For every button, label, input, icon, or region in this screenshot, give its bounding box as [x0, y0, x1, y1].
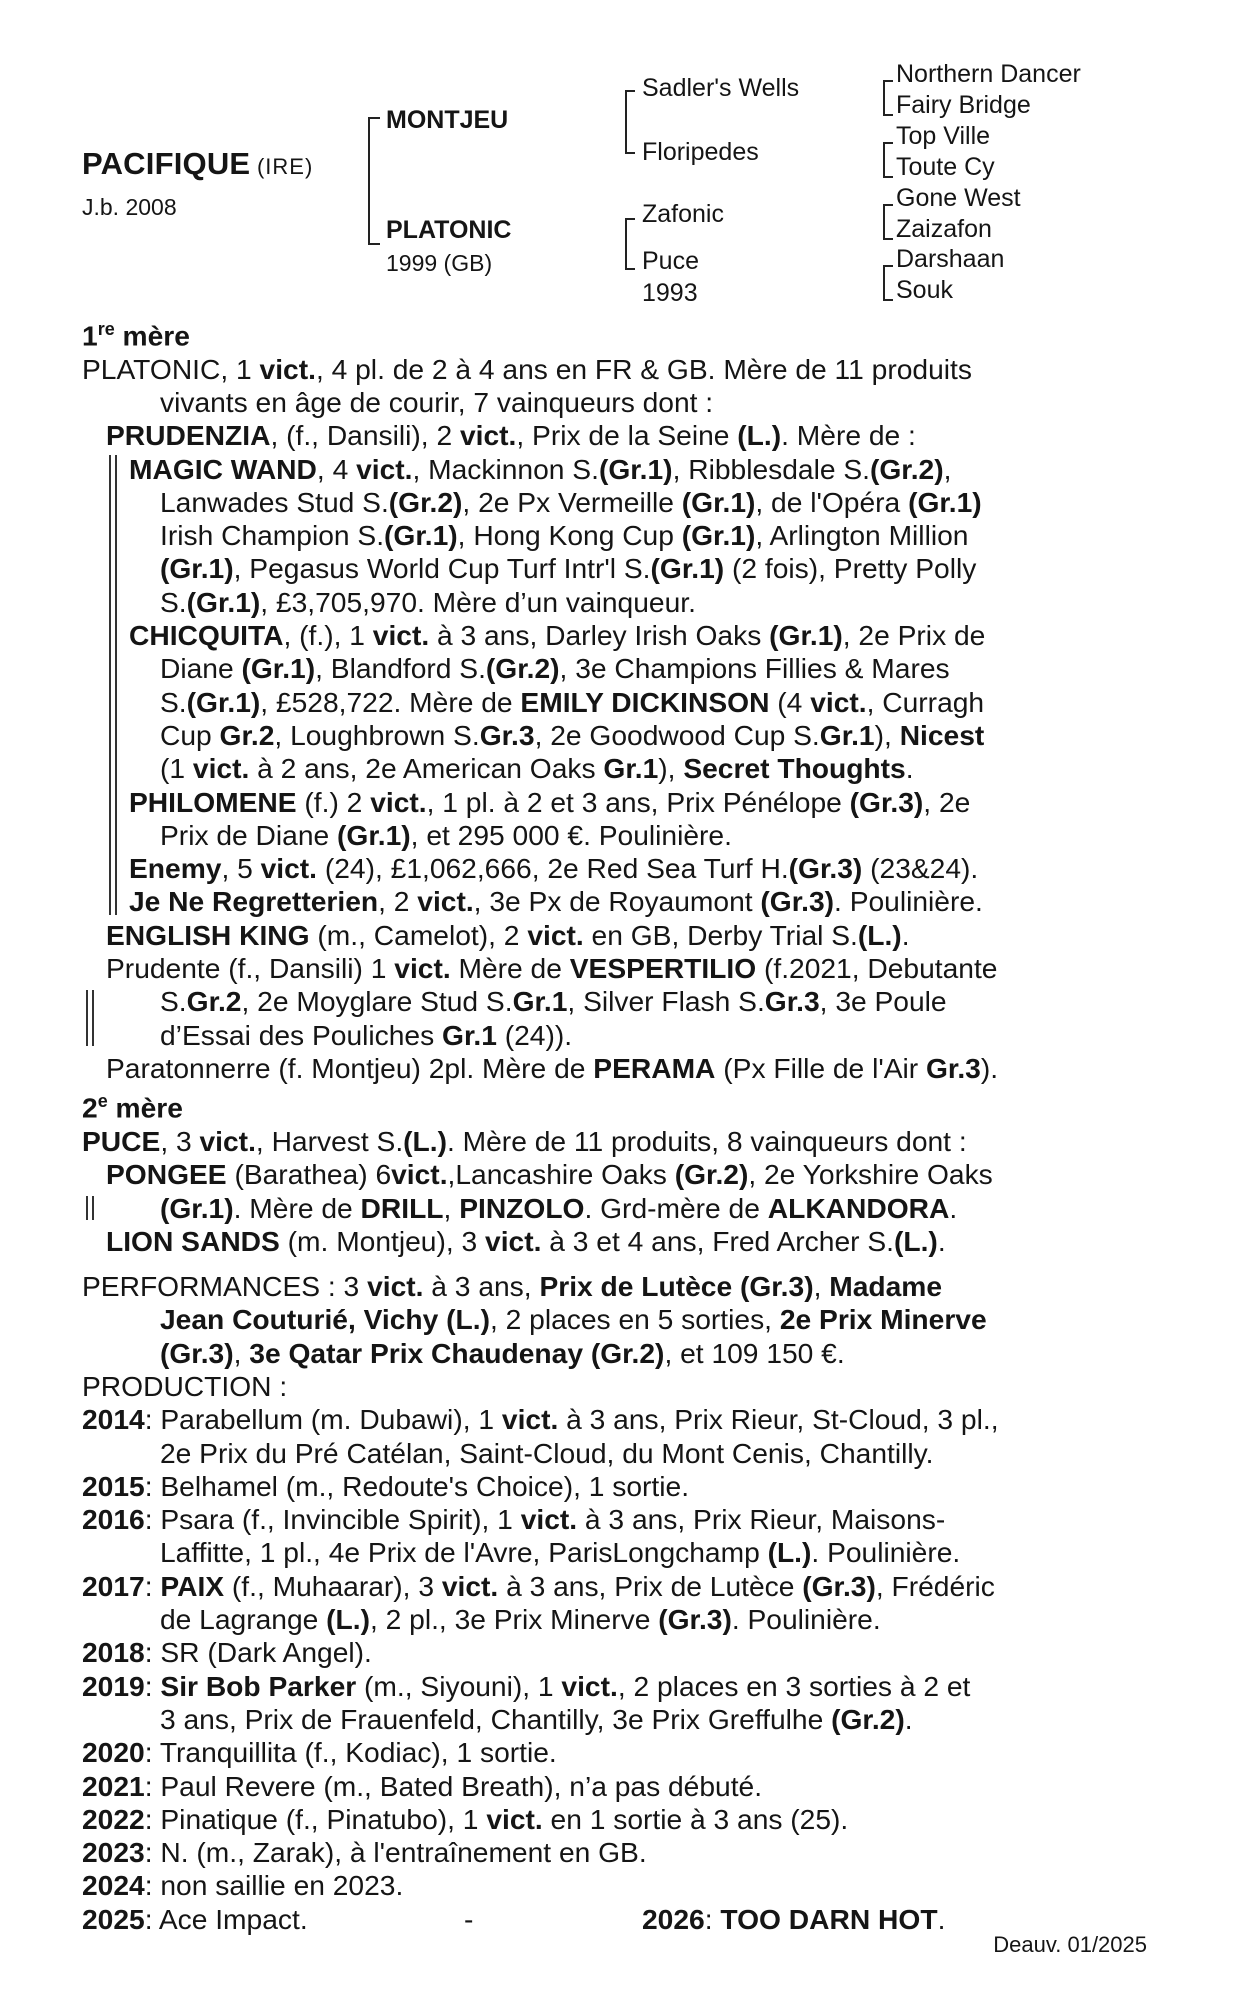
production-2015: 2015: Belhamel (m., Redoute's Choice), 1 sortie.	[82, 1469, 690, 1502]
horse-info: J.b. 2008	[82, 194, 177, 220]
sire-dam: Floripedes	[642, 138, 759, 166]
pedigree-bracket	[368, 117, 380, 245]
ggp-7: Darshaan	[896, 245, 1005, 273]
dam-sire: Zafonic	[642, 200, 724, 228]
ggp-bracket-4	[883, 265, 893, 301]
dam-dam: Puce	[642, 247, 699, 275]
paratonnerre-entry: Paratonnerre (f. Montjeu) 2pl. Mère de PERAMA (Px Fille de l'Air Gr.3).	[106, 1051, 999, 1084]
philomene-entry: PHILOMENE (f.) 2 vict., 1 pl. à 2 et 3 ans, Prix Pénélope (Gr.3), 2e Prix de Diane (Gr.1), et 295 000 €. Poulinière.	[129, 785, 971, 851]
sire-bracket	[625, 90, 635, 154]
production-2024: 2024: non saillie en 2023.	[82, 1869, 404, 1902]
pedigree-notes	[82, 313, 1142, 1936]
production-2022: 2022: Pinatique (f., Pinatubo), 1 vict. en 1 sortie à 3 ans (25).	[82, 1802, 849, 1835]
horse-origin: (IRE)	[256, 154, 314, 179]
dam-bracket	[625, 218, 635, 270]
dot-2026: .	[937, 1902, 946, 1935]
production-2019: 2019: Sir Bob Parker (m., Siyouni), 1 vict., 2 places en 3 sorties à 2 et 3 ans, Prix de Frauenfeld, Chantilly, 3e Prix Greffulhe (Gr.2).	[82, 1669, 971, 1735]
production-heading: PRODUCTION :	[82, 1369, 288, 1402]
production-2020: 2020: Tranquillita (f., Kodiac), 1 sortie.	[82, 1736, 557, 1769]
sire-2026: TOO DARN HOT	[720, 1902, 938, 1935]
ggp-6: Zaizafon	[896, 215, 992, 243]
sire-sire: Sadler's Wells	[642, 74, 800, 102]
enemy-entry: Enemy, 5 vict. (24), £1,062,666, 2e Red Sea Turf H.(Gr.3) (23&24).	[129, 852, 979, 885]
production-2018: 2018: SR (Dark Angel).	[82, 1636, 372, 1669]
production-2017: 2017: PAIX (f., Muhaarar), 3 vict. à 3 ans, Prix de Lutèce (Gr.3), Frédéric de Lagrange (L.), 2 pl., 3e Prix Minerve (Gr.3). Poulinière.	[82, 1569, 995, 1636]
production-2016: 2016: Psara (f., Invincible Spirit), 1 vict. à 3 ans, Prix Rieur, Maisons- Laffitte, 1 pl., 4e Prix de l'Avre, ParisLongchamp (L.). Poulinière.	[82, 1503, 961, 1569]
colon-2026: :	[704, 1902, 713, 1935]
production-2023: 2023: N. (m., Zarak), à l'entraînement en GB.	[82, 1836, 647, 1869]
first-dam-entry: PLATONIC, 1 vict., 4 pl. de 2 à 4 ans en FR & GB. Mère de 11 produits vivants en âge de courir, 7 vainqueurs dont :	[82, 352, 972, 418]
je-ne-regretterien-entry: Je Ne Regretterien, 2 vict., 3e Px de Royaumont (Gr.3). Poulinière.	[129, 885, 983, 918]
dam-info: 1999 (GB)	[386, 250, 493, 276]
year-2026: 2026	[642, 1902, 705, 1935]
english-king-entry: ENGLISH KING (m., Camelot), 2 vict. en GB, Derby Trial S.(L.).	[106, 918, 910, 951]
production-2014: 2014: Parabellum (m. Dubawi), 1 vict. à 3 ans, Prix Rieur, St-Cloud, 3 pl., 2e Prix du Pré Catélan, Saint-Cloud, du Mont Cenis, Chantilly.	[82, 1403, 999, 1469]
year-2025-text: : Ace Impact.	[144, 1902, 308, 1935]
prudenzia-offspring	[82, 453, 1142, 919]
prudente-entry: Prudente (f., Dansili) 1 vict. Mère de VESPERTILIO (f.2021, Debutante S.Gr.2, 2e Moyglare Stud S.Gr.1, Silver Flash S.Gr.3, 3e Poule d’Essai des Pouliches Gr.1 (24)).	[82, 952, 1142, 1052]
first-dam-heading: 1re mère	[82, 319, 190, 352]
dam-name: PLATONIC	[386, 216, 512, 244]
ggp-bracket-2	[883, 142, 893, 178]
lion-sands-entry: LION SANDS (m. Montjeu), 3 vict. à 3 et 4 ans, Fred Archer S.(L.).	[106, 1224, 946, 1257]
ggp-4: Toute Cy	[896, 153, 995, 181]
covering-2026	[642, 1902, 946, 1936]
ggp-2: Fairy Bridge	[896, 91, 1031, 119]
performances-entry: PERFORMANCES : 3 vict. à 3 ans, Prix de Lutèce (Gr.3), Madame Jean Couturié, Vichy (L.), 2 places en 5 sorties, 2e Prix Minerve (Gr.3), 3e Qatar Prix Chaudenay (Gr.2), et 109 150 €.	[82, 1270, 987, 1369]
horse-name: PACIFIQUE	[82, 146, 251, 181]
ggp-5: Gone West	[896, 184, 1021, 212]
second-dam-entry: PUCE, 3 vict., Harvest S.(L.). Mère de 11 produits, 8 vainqueurs dont :	[82, 1124, 967, 1157]
ggp-bracket-1	[883, 80, 893, 116]
year-2025: 2025	[82, 1902, 145, 1935]
second-dam-heading: 2e mère	[82, 1091, 183, 1124]
pongee-entry: PONGEE (Barathea) 6vict.,Lancashire Oaks (Gr.2), 2e Yorkshire Oaks (Gr.1). Mère de DRILL, PINZOLO. Grd-mère de ALKANDORA.	[82, 1158, 1142, 1225]
magic-wand-entry: MAGIC WAND, 4 vict., Mackinnon S.(Gr.1), Ribblesdale S.(Gr.2), Lanwades Stud S.(Gr.2), 2e Px Vermeille (Gr.1), de l'Opéra (Gr.1) Irish Champion S.(Gr.1), Hong Kong Cup (Gr.1), Arlington Million (Gr.1), Pegasus World Cup Turf Intr'l S.(Gr.1) (2 fois), Pretty Polly S.(Gr.1), £3,705,970. Mère d’un vainqueur.	[129, 452, 982, 618]
prudenzia-entry: PRUDENZIA, (f., Dansili), 2 vict., Prix de la Seine (L.). Mère de :	[106, 419, 916, 452]
sire-name: MONTJEU	[386, 106, 509, 134]
ggp-8: Souk	[896, 276, 953, 304]
ggp-1: Northern Dancer	[896, 60, 1081, 88]
ggp-3: Top Ville	[896, 122, 991, 150]
ggp-bracket-3	[883, 204, 893, 240]
source-note: Deauv. 01/2025	[993, 1932, 1147, 1957]
chicquita-entry: CHICQUITA, (f.), 1 vict. à 3 ans, Darley Irish Oaks (Gr.1), 2e Prix de Diane (Gr.1), Blandford S.(Gr.2), 3e Champions Fillies & Mares S.(Gr.1), £528,722. Mère de EMILY DICKINSON (4 vict., Curragh Cup Gr.2, Loughbrown S.Gr.3, 2e Goodwood Cup S.Gr.1), Nicest (1 vict. à 2 ans, 2e American Oaks Gr.1), Secret Thoughts.	[129, 619, 986, 785]
production-2025: 2025: Ace Impact. - 2026: TOO DARN HOT.	[82, 1902, 946, 1935]
dam-dam-year: 1993	[642, 279, 698, 307]
production-2021: 2021: Paul Revere (m., Bated Breath), n’a pas débuté.	[82, 1769, 763, 1802]
horse-title	[82, 146, 314, 181]
